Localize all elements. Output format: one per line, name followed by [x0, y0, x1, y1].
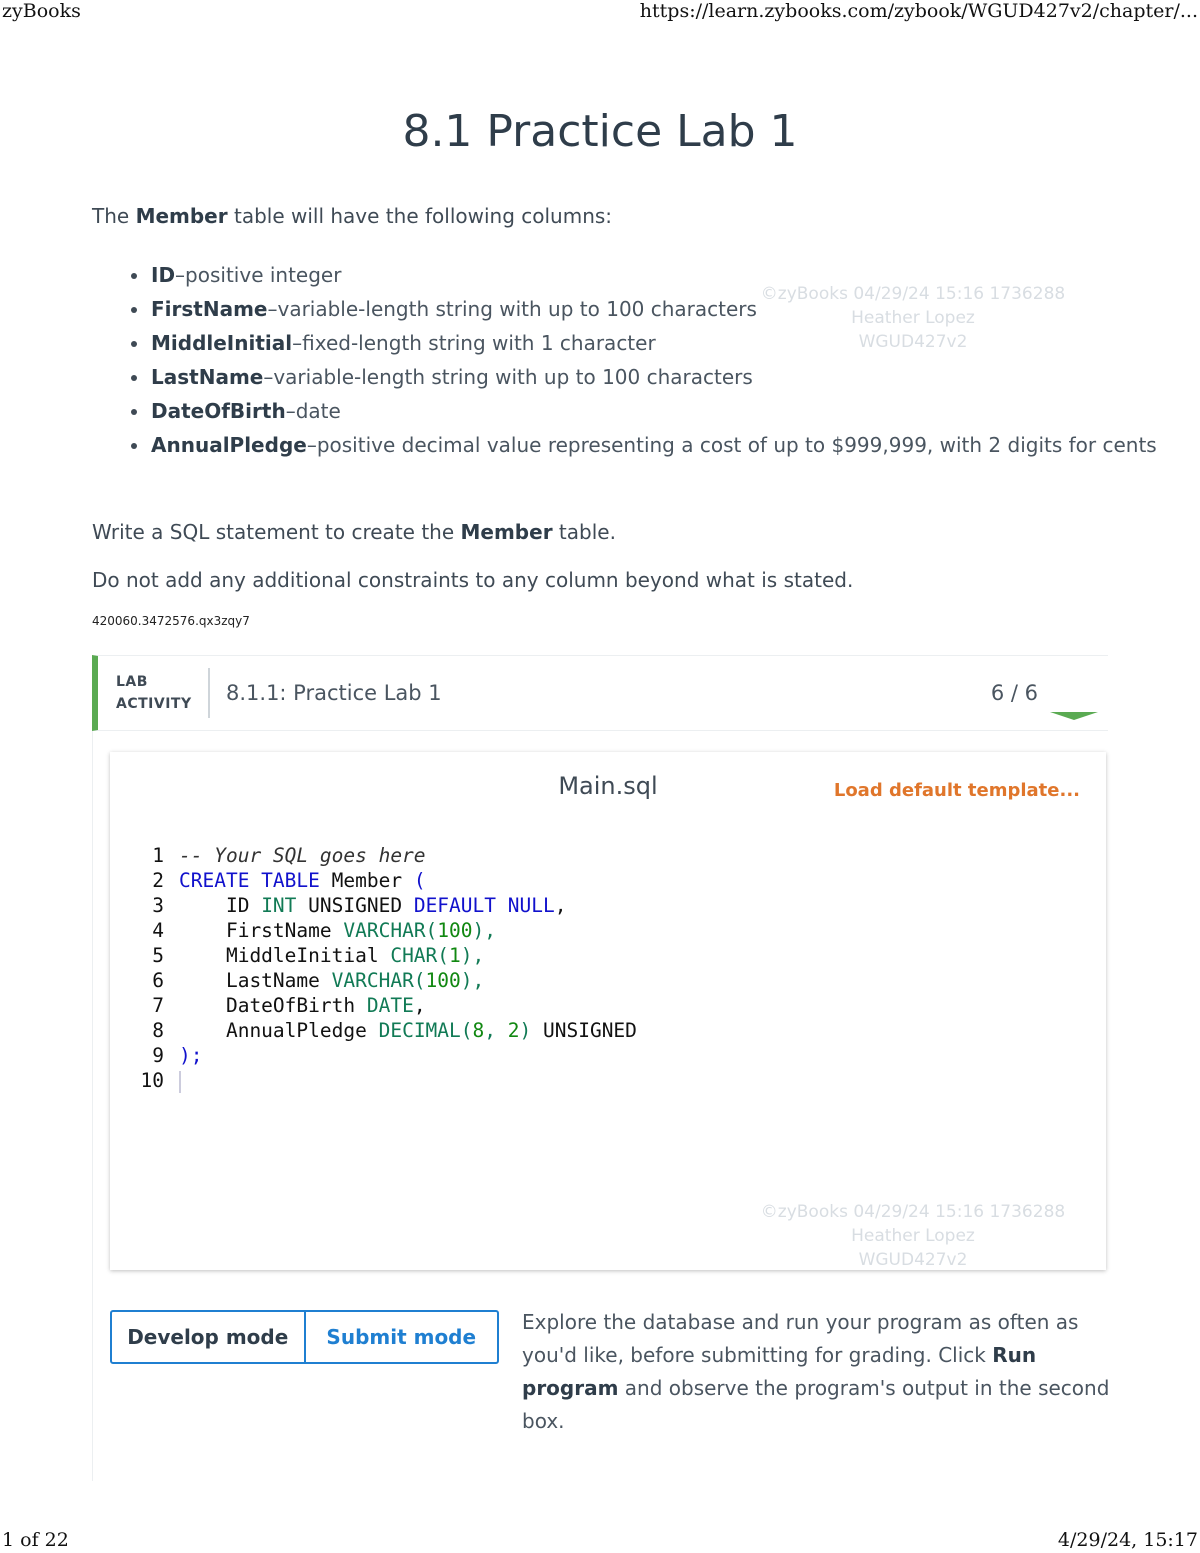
list-item: FirstName–variable-length string with up to 100 characters: [151, 292, 1171, 326]
line-number: 1: [152, 844, 164, 867]
code-token: UNSIGNED: [531, 1019, 637, 1042]
code-token: CHAR(: [390, 944, 450, 967]
code-token: CREATE TABLE: [179, 869, 320, 892]
code-line[interactable]: [136, 1043, 637, 1068]
line-number: 10: [140, 1069, 164, 1092]
code-token: MiddleInitial: [179, 944, 391, 967]
code-token: VARCHAR(: [343, 919, 438, 942]
code-token: DateOfBirth: [179, 994, 367, 1017]
line-number: 8: [152, 1019, 164, 1042]
line-number: 9: [152, 1044, 164, 1067]
activity-code: 420060.3472576.qx3zqy7: [92, 614, 250, 628]
submit-mode-button[interactable]: Submit mode: [326, 1325, 477, 1349]
page-title: 8.1 Practice Lab 1: [402, 106, 798, 157]
watermark: ©zyBooks 04/29/24 15:16 1736288 Heather Lopez WGUD427v2: [760, 284, 1066, 352]
print-footer: [0, 1529, 1200, 1553]
print-header: [0, 0, 1200, 24]
code-line[interactable]: [136, 918, 637, 943]
list-item: DateOfBirth–date: [151, 394, 1171, 428]
text-cursor: [179, 1071, 181, 1093]
code-token: -- Your SQL goes here: [179, 844, 426, 867]
code-token: 100: [425, 969, 461, 992]
code-token: VARCHAR(: [331, 969, 426, 992]
watermark: ©zyBooks 04/29/24 15:16 1736288 Heather Lopez WGUD427v2: [760, 1202, 1066, 1270]
line-number: 5: [152, 944, 164, 967]
code-editor[interactable]: [110, 752, 1106, 1270]
line-number: 4: [152, 919, 164, 942]
list-item: ID–positive integer: [151, 258, 1171, 292]
print-page-number: 1 of 22: [2, 1529, 69, 1551]
print-datetime: 4/29/24, 15:17: [1057, 1529, 1198, 1551]
code-token: INT: [261, 894, 297, 917]
code-token: FirstName: [179, 919, 344, 942]
code-token: );: [179, 1044, 203, 1067]
file-name: Main.sql: [558, 772, 658, 800]
code-token: ),: [472, 919, 497, 942]
code-token: (: [413, 869, 426, 892]
code-token: ID: [179, 894, 262, 917]
list-item: MiddleInitial–fixed-length string with 1 character: [151, 326, 1171, 360]
code-token: 2: [507, 1019, 520, 1042]
code-token: ),: [460, 944, 485, 967]
list-item: LastName–variable-length string with up to 100 characters: [151, 360, 1171, 394]
divider: [92, 731, 93, 1481]
line-number: 6: [152, 969, 164, 992]
code-line[interactable]: [136, 1068, 637, 1093]
code-line[interactable]: [136, 843, 637, 868]
code-token: UNSIGNED: [296, 894, 414, 917]
code-token: ): [519, 1019, 532, 1042]
code-token: AnnualPledge: [179, 1019, 379, 1042]
load-default-template-button[interactable]: Load default template...: [833, 780, 1080, 801]
code-token: ,: [413, 994, 426, 1017]
chevron-down-icon[interactable]: [1050, 712, 1098, 720]
write-instruction: Write a SQL statement to create the Member table.: [92, 520, 616, 544]
code-token: 100: [437, 919, 473, 942]
code-token: DATE: [366, 994, 414, 1017]
code-token: LastName: [179, 969, 332, 992]
mode-explanation: Explore the database and run your program as often as you'd like, before submitting for grading. Click Run program and observe the program's output in the second box.: [522, 1310, 1110, 1433]
table-name: Member: [135, 204, 228, 228]
intro-text: The Member table will have the following columns:: [92, 204, 613, 228]
code-token: ,: [554, 894, 567, 917]
lab-activity-header[interactable]: [92, 655, 1108, 731]
divider: [208, 668, 210, 718]
line-number: 3: [152, 894, 164, 917]
code-token: 1: [449, 944, 461, 967]
code-line[interactable]: [136, 993, 637, 1018]
code-line[interactable]: [136, 868, 637, 893]
develop-mode-button[interactable]: Develop mode: [112, 1312, 306, 1362]
lab-score: 6 / 6: [990, 681, 1038, 705]
constraint-note: Do not add any additional constraints to any column beyond what is stated.: [92, 568, 854, 592]
code-line[interactable]: [136, 893, 637, 918]
lab-activity-tag: LAB ACTIVITY: [116, 674, 192, 712]
code-area[interactable]: [136, 843, 637, 1093]
code-line[interactable]: [136, 1018, 637, 1043]
code-token: DECIMAL(: [378, 1019, 473, 1042]
code-token: ,: [484, 1019, 508, 1042]
code-line[interactable]: [136, 968, 637, 993]
print-site: zyBooks: [2, 0, 81, 22]
code-token: 8: [472, 1019, 485, 1042]
line-number: 7: [152, 994, 164, 1017]
code-token: ),: [460, 969, 485, 992]
code-line[interactable]: [136, 943, 637, 968]
code-token: DEFAULT NULL: [413, 894, 555, 917]
lab-title: 8.1.1: Practice Lab 1: [226, 681, 442, 705]
code-token: Member: [319, 869, 414, 892]
mode-toggle: [110, 1310, 499, 1364]
line-number: 2: [152, 869, 164, 892]
print-url: https://learn.zybooks.com/zybook/WGUD427v2/chapter/...: [639, 0, 1198, 22]
list-item: AnnualPledge–positive decimal value representing a cost of up to $999,999, with 2 digits for cents: [151, 428, 1171, 462]
